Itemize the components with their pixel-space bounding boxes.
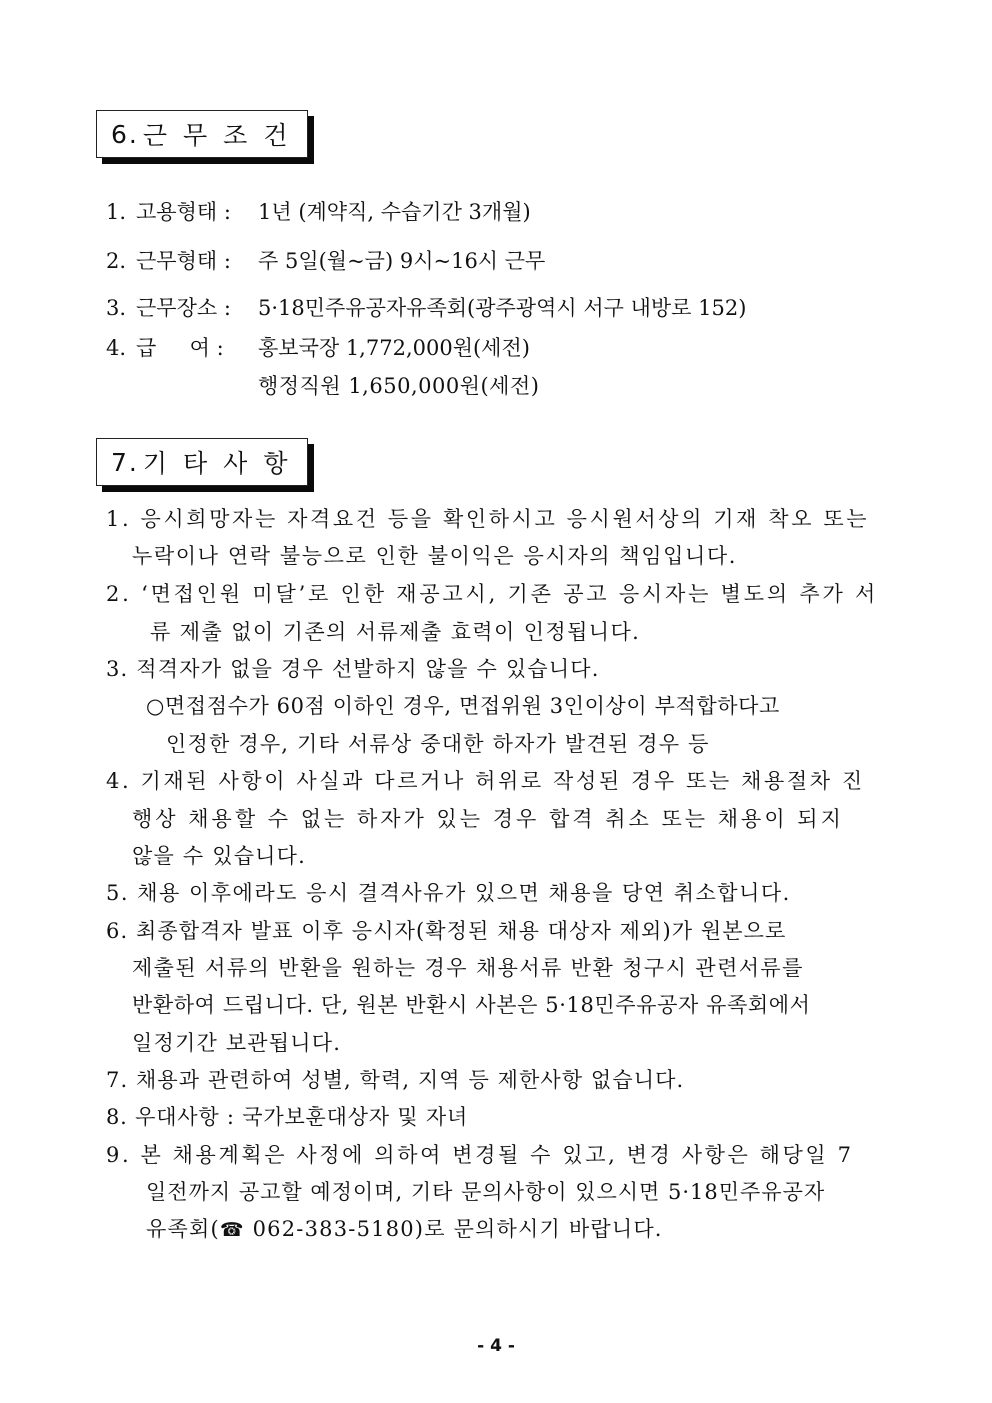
notice-sub-line: 인정한 경우, 기타 서류상 중대한 하자가 발견된 경우 등 bbox=[166, 732, 710, 756]
section-title-char: 기 bbox=[142, 449, 170, 478]
work-condition-item bbox=[106, 298, 746, 319]
item-label: 근무장소 : bbox=[136, 296, 231, 320]
item-value: 1년 (계약직, 수습기간 3개월) bbox=[258, 200, 531, 224]
item-label: 급 여 : bbox=[136, 336, 224, 360]
notice-sub-line: ○면접점수가 60점 이하인 경우, 면접위원 3인이상이 부적합하다고 bbox=[146, 694, 780, 718]
section-title-char: 무 bbox=[183, 121, 210, 150]
telephone-icon: ☎ bbox=[219, 1219, 245, 1241]
notice-line: 9. 본 채용계획은 사정에 의하여 변경될 수 있고, 변경 사항은 해당일 7 bbox=[106, 1143, 854, 1167]
item-number: 2. bbox=[106, 249, 127, 273]
section-title-char: 항 bbox=[263, 449, 290, 478]
section-title-char: 근 bbox=[142, 121, 170, 150]
contact-suffix: 062-383-5180)로 문의하시기 바랍니다. bbox=[244, 1217, 663, 1241]
notice-line: 않을 수 있습니다. bbox=[132, 844, 307, 868]
notice-line: 8. 우대사항 : 국가보훈대상자 및 자녀 bbox=[106, 1105, 469, 1129]
notice-line: 4. 기재된 사항이 사실과 다르거나 허위로 작성된 경우 또는 채용절차 진 bbox=[106, 769, 865, 793]
work-condition-item bbox=[106, 251, 545, 272]
section-number: 7. bbox=[111, 447, 139, 477]
notice-line: 6. 최종합격자 발표 이후 응시자(확정된 채용 대상자 제외)가 원본으로 bbox=[106, 919, 787, 943]
contact-prefix: 유족회( bbox=[146, 1217, 220, 1241]
section-number: 6. bbox=[111, 119, 139, 149]
section-7-header bbox=[96, 438, 308, 486]
notice-line: 2. ‘면접인원 미달’로 인한 재공고시, 기존 공고 응시자는 별도의 추가 서 bbox=[106, 582, 879, 606]
item-label: 근무형태 : bbox=[136, 249, 231, 273]
notice-line: 1. 응시희망자는 자격요건 등을 확인하시고 응시원서상의 기재 착오 또는 bbox=[106, 507, 870, 531]
work-condition-item bbox=[106, 338, 530, 359]
section-title-char: 조 bbox=[223, 121, 250, 150]
item-value: 주 5일(월~금) 9시~16시 근무 bbox=[258, 249, 546, 273]
notice-line: 일전까지 공고할 예정이며, 기타 문의사항이 있으시면 5·18민주유공자 bbox=[146, 1180, 826, 1204]
notice-line: 반환하여 드립니다. 단, 원본 반환시 사본은 5·18민주유공자 유족회에서 bbox=[132, 993, 811, 1017]
notice-line: 5. 채용 이후에라도 응시 결격사유가 있으면 채용을 당연 취소합니다. bbox=[106, 881, 791, 905]
item-value: 홍보국장 1,772,000원(세전) bbox=[258, 336, 530, 360]
notice-line: 누락이나 연락 불능으로 인한 불이익은 응시자의 책임입니다. bbox=[132, 544, 738, 568]
section-title-char: 타 bbox=[183, 449, 210, 478]
notice-line: 행상 채용할 수 없는 하자가 있는 경우 합격 취소 또는 채용이 되지 bbox=[132, 807, 844, 831]
item-number: 1. bbox=[106, 200, 127, 224]
notice-line: 제출된 서류의 반환을 원하는 경우 채용서류 반환 청구시 관련서류를 bbox=[132, 956, 804, 980]
notice-line: 3. 적격자가 없을 경우 선발하지 않을 수 있습니다. bbox=[106, 657, 600, 681]
notice-line: 류 제출 없이 기존의 서류제출 효력이 인정됩니다. bbox=[150, 620, 641, 644]
notice-line: 7. 채용과 관련하여 성별, 학력, 지역 등 제한사항 없습니다. bbox=[106, 1068, 685, 1092]
work-condition-item bbox=[106, 202, 531, 223]
item-label: 고용형태 : bbox=[136, 200, 231, 224]
section-title-char: 건 bbox=[263, 121, 290, 150]
notice-line: 일정기간 보관됩니다. bbox=[132, 1031, 342, 1055]
item-number: 4. bbox=[106, 336, 127, 360]
notice-line bbox=[146, 1219, 663, 1240]
section-title-char: 사 bbox=[223, 449, 250, 478]
item-value: 5·18민주유공자유족회(광주광역시 서구 내방로 152) bbox=[258, 296, 747, 320]
section-6-header bbox=[96, 110, 308, 158]
salary-second-line: 행정직원 1,650,000원(세전) bbox=[258, 374, 540, 398]
page-number: - 4 - bbox=[477, 1336, 515, 1356]
item-number: 3. bbox=[106, 296, 127, 320]
